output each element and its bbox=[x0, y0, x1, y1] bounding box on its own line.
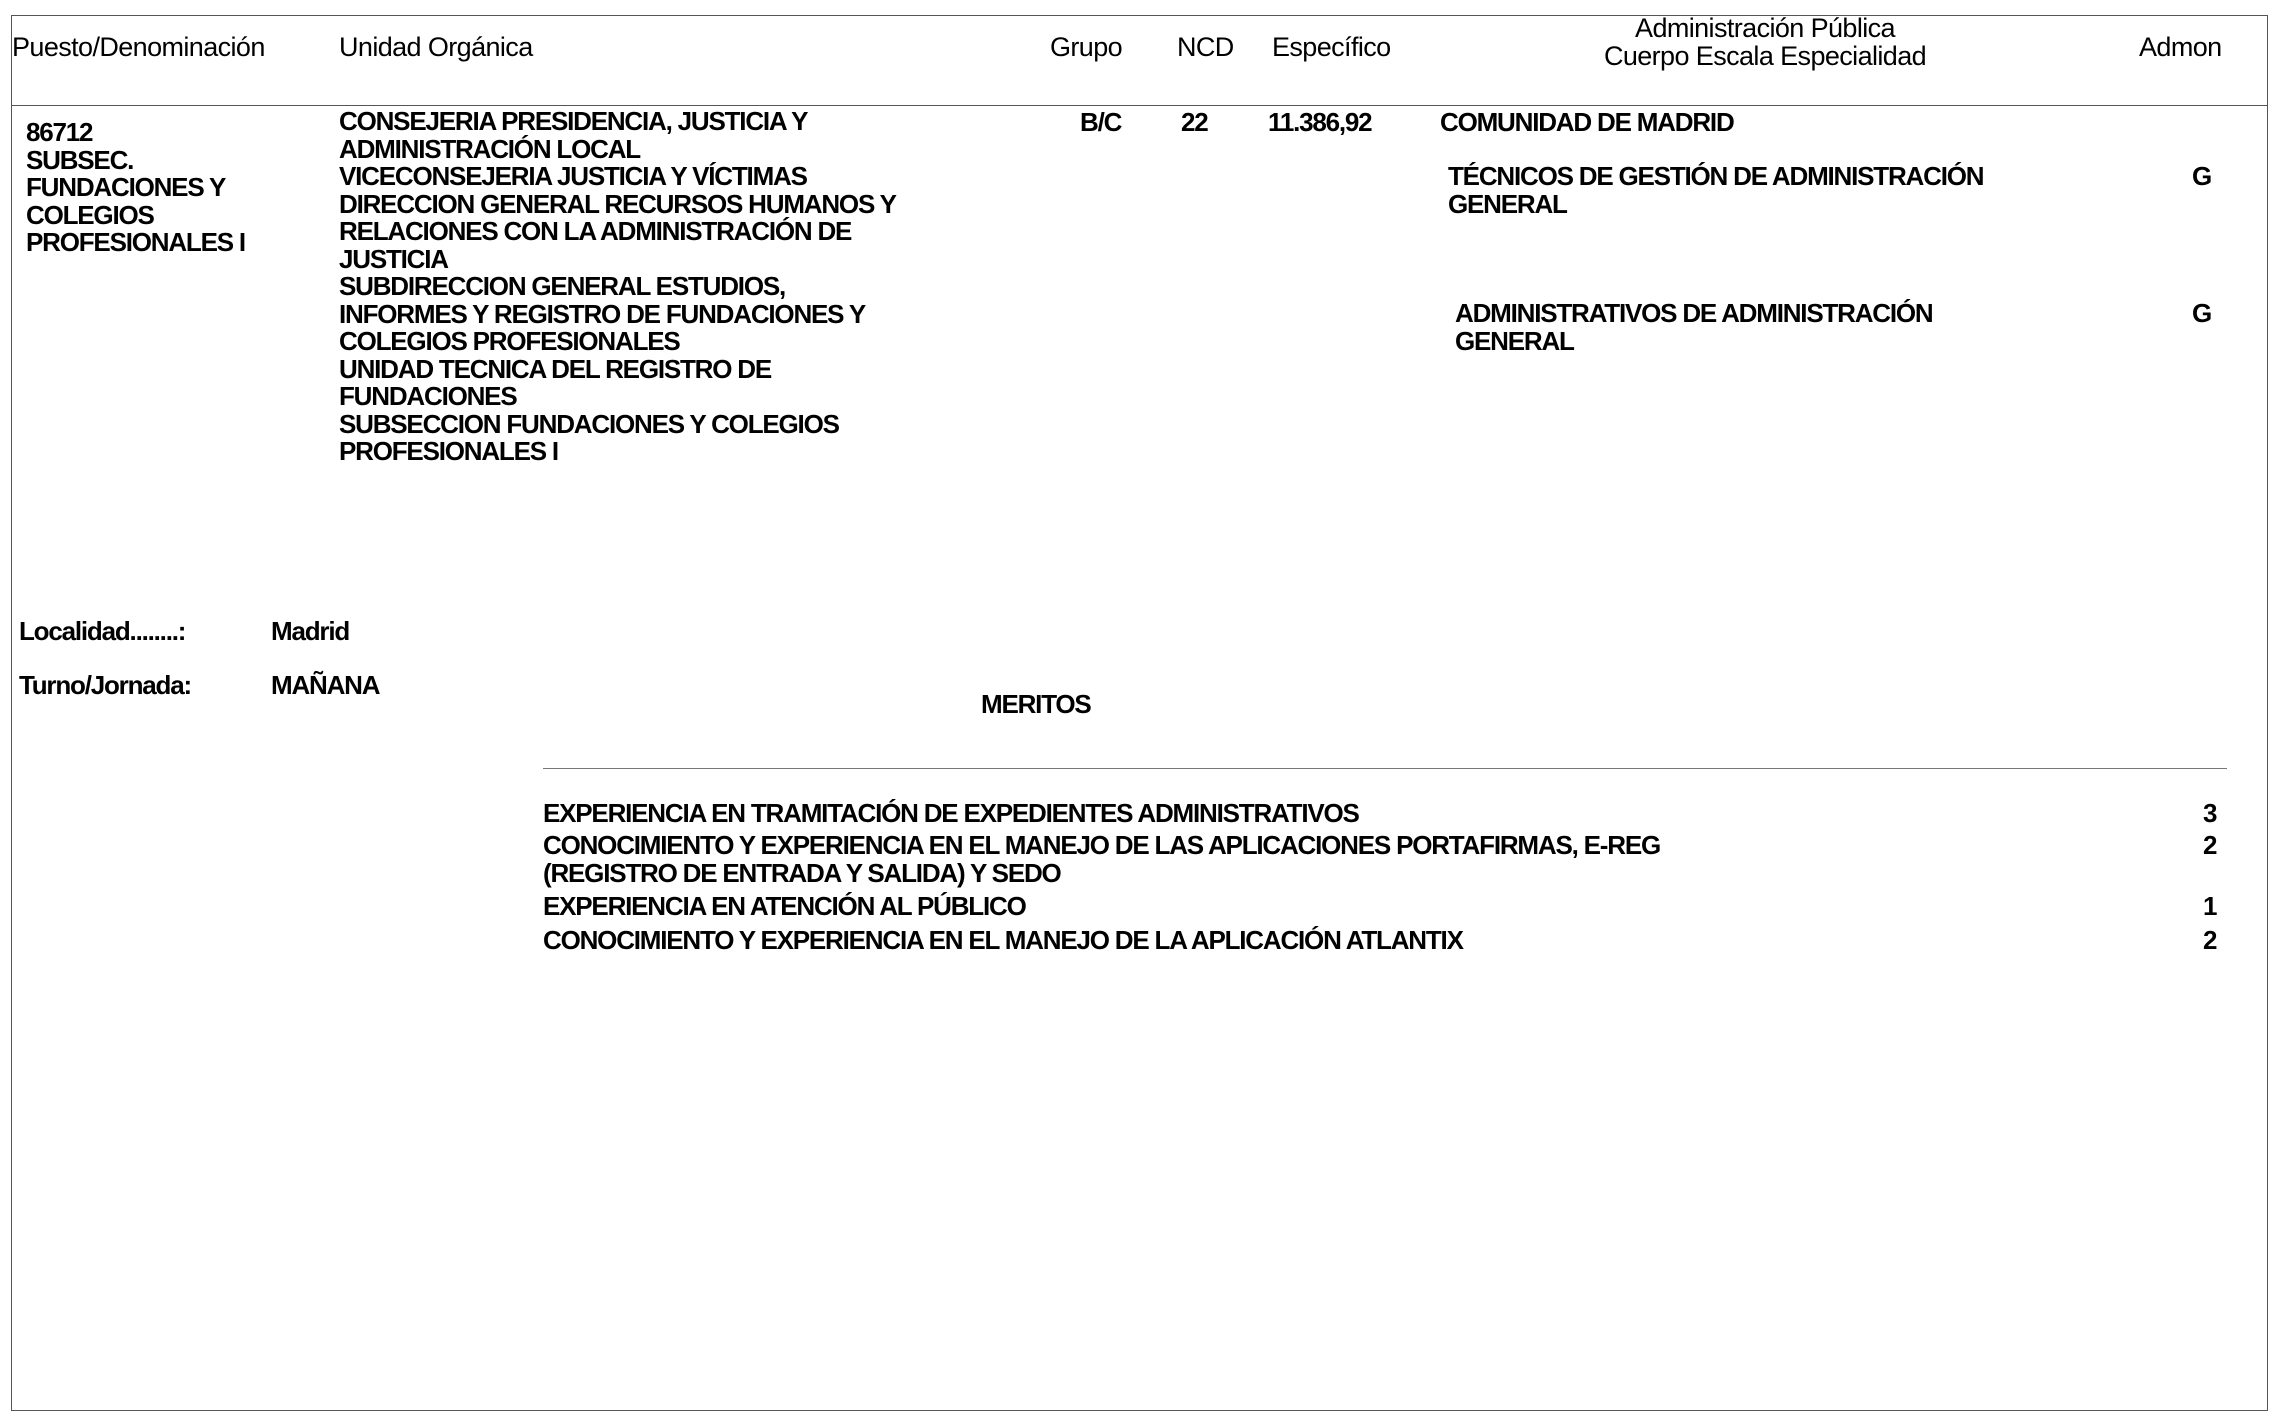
merito-item bbox=[543, 927, 1463, 955]
unidad-line: JUSTICIA bbox=[339, 243, 448, 274]
merito-item bbox=[543, 800, 1359, 828]
merito-line: (REGISTRO DE ENTRADA Y SALIDA) Y SEDO bbox=[543, 857, 1061, 888]
merito-line: EXPERIENCIA EN TRAMITACIÓN DE EXPEDIENTES ADMINISTRATIVOS bbox=[543, 798, 1359, 828]
header-unidad: Unidad Orgánica bbox=[339, 32, 533, 62]
merito-item bbox=[543, 832, 1660, 887]
merito-score: 1 bbox=[2203, 891, 2217, 921]
cuerpo-line: TÉCNICOS DE GESTIÓN DE ADMINISTRACIÓN bbox=[1448, 161, 1984, 191]
post-unidad-organica bbox=[339, 108, 896, 466]
cuerpo-admon: G bbox=[2192, 161, 2212, 191]
denominacion-line: PROFESIONALES I bbox=[26, 227, 245, 257]
cuerpo-admon: G bbox=[2192, 298, 2212, 328]
unidad-line: RELACIONES CON LA ADMINISTRACIÓN DE bbox=[339, 216, 852, 246]
merito-score: 3 bbox=[2203, 798, 2217, 828]
localidad-value: Madrid bbox=[271, 616, 350, 646]
turno-value: MAÑANA bbox=[271, 670, 380, 700]
localidad-label: Localidad........: bbox=[19, 616, 186, 646]
merito-line: CONOCIMIENTO Y EXPERIENCIA EN EL MANEJO DE LA APLICACIÓN ATLANTIX bbox=[543, 925, 1463, 955]
cuerpo-line: ADMINISTRATIVOS DE ADMINISTRACIÓN bbox=[1455, 298, 1933, 328]
post-code: 86712 bbox=[26, 117, 93, 147]
denominacion-line: COLEGIOS bbox=[26, 199, 154, 230]
unidad-line: DIRECCION GENERAL RECURSOS HUMANOS Y bbox=[339, 188, 896, 219]
post-especifico: 11.386,92 bbox=[1268, 107, 1372, 137]
merito-item bbox=[543, 893, 1026, 921]
cuerpo-entry bbox=[1448, 163, 1983, 218]
header-grupo: Grupo bbox=[1050, 32, 1123, 62]
cuerpo-line: GENERAL bbox=[1448, 188, 1567, 219]
unidad-line: VICECONSEJERIA JUSTICIA Y VÍCTIMAS bbox=[339, 161, 807, 191]
merito-score: 2 bbox=[2203, 925, 2217, 955]
header-admin-line2: Cuerpo Escala Especialidad bbox=[1603, 41, 1927, 71]
unidad-line: COLEGIOS PROFESIONALES bbox=[339, 326, 680, 356]
cuerpo-entry bbox=[1455, 300, 1933, 355]
post-grupo: B/C bbox=[1080, 107, 1122, 137]
header-admon: Admon bbox=[2139, 32, 2222, 62]
merito-line: EXPERIENCIA EN ATENCIÓN AL PÚBLICO bbox=[543, 891, 1026, 921]
unidad-line: SUBSECCION FUNDACIONES Y COLEGIOS bbox=[339, 408, 839, 439]
denominacion-line: FUNDACIONES Y bbox=[26, 172, 226, 202]
header-admin-line1: Administración Pública bbox=[1635, 13, 1895, 43]
denominacion-line: SUBSEC. bbox=[26, 144, 134, 175]
post-administracion: COMUNIDAD DE MADRID bbox=[1440, 107, 1734, 137]
unidad-line: INFORMES Y REGISTRO DE FUNDACIONES Y bbox=[339, 298, 865, 329]
unidad-line: ADMINISTRACIÓN LOCAL bbox=[339, 133, 640, 164]
meritos-divider bbox=[543, 768, 2227, 769]
header-puesto: Puesto/Denominación bbox=[12, 32, 265, 62]
cuerpo-line: GENERAL bbox=[1455, 325, 1574, 356]
header-especifico: Específico bbox=[1272, 32, 1391, 62]
post-ncd: 22 bbox=[1181, 107, 1208, 137]
unidad-line: FUNDACIONES bbox=[339, 381, 517, 411]
merito-line: CONOCIMIENTO Y EXPERIENCIA EN EL MANEJO DE LAS APLICACIONES PORTAFIRMAS, E-REG bbox=[543, 830, 1660, 860]
turno-label: Turno/Jornada: bbox=[19, 670, 191, 700]
unidad-line: PROFESIONALES I bbox=[339, 436, 558, 466]
merito-score: 2 bbox=[2203, 830, 2217, 860]
post-denominacion bbox=[26, 117, 245, 257]
unidad-line: SUBDIRECCION GENERAL ESTUDIOS, bbox=[339, 271, 786, 301]
unidad-line: UNIDAD TECNICA DEL REGISTRO DE bbox=[339, 353, 772, 384]
unidad-line: CONSEJERIA PRESIDENCIA, JUSTICIA Y bbox=[339, 106, 808, 136]
meritos-title: MERITOS bbox=[981, 689, 1091, 719]
header-ncd: NCD bbox=[1177, 32, 1234, 62]
